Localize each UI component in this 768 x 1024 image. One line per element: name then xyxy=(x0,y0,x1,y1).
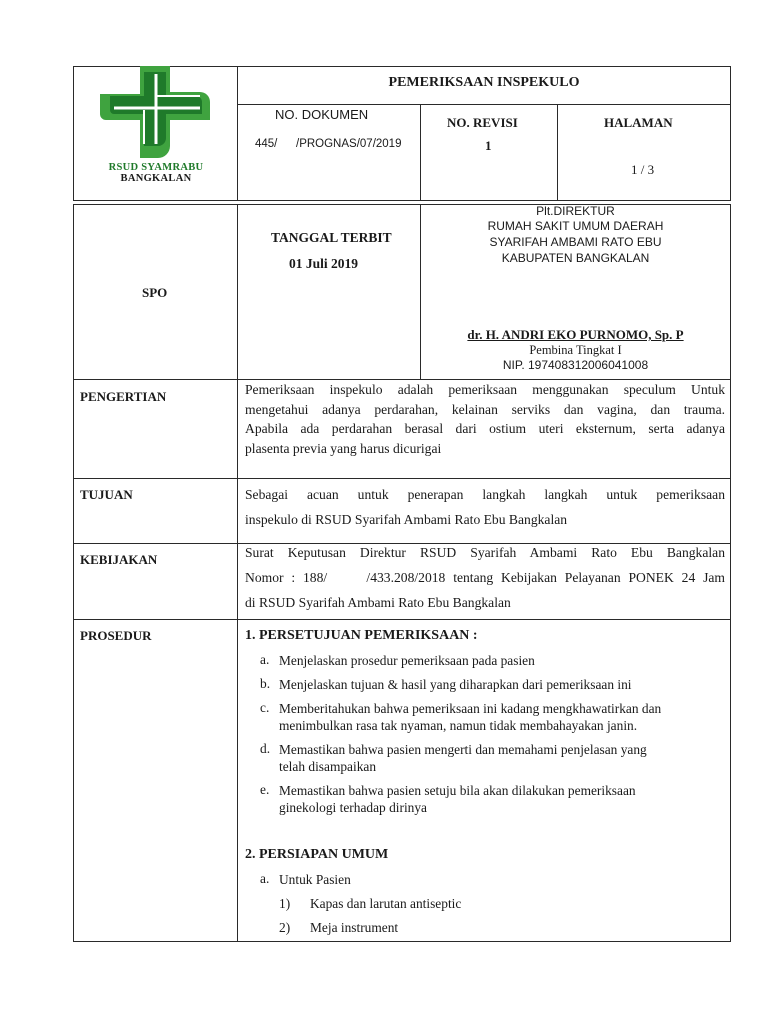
kebijakan-line1: Surat Keputusan Direktur RSUD Syarifah Ambami Rato Ebu Bangkalan xyxy=(245,545,725,560)
section1-item-text: Menjelaskan tujuan & hasil yang diharapkan dari pemeriksaan ini xyxy=(279,677,632,692)
section1-item-text-cont: telah disampaikan xyxy=(279,759,377,774)
header-divider-title xyxy=(237,104,731,105)
body-border-bottom xyxy=(73,941,731,942)
section2-item-text: Kapas dan larutan antiseptic xyxy=(310,896,462,911)
director-title-line1: Plt.DIREKTUR xyxy=(536,204,615,218)
director-title-line2: RUMAH SAKIT UMUM DAERAH xyxy=(487,219,664,233)
section2-title: 2. PERSIAPAN UMUM xyxy=(245,847,389,862)
tujuan-label: TUJUAN xyxy=(80,487,133,502)
director-title-line3: SYARIFAH AMBAMI RATO EBU xyxy=(489,235,662,249)
body-column-divider xyxy=(237,204,238,942)
header-divider-page xyxy=(557,104,558,201)
tujuan-line2: inspekulo di RSUD Syarifah Ambami Rato Ebu Bangkalan xyxy=(245,512,568,527)
section1-item-text: Memberitahukan bahwa pemeriksaan ini kadang mengkhawatirkan dan xyxy=(279,701,662,716)
revision-label: NO. REVISI xyxy=(447,115,518,130)
director-nip: NIP. 197408312006041008 xyxy=(502,358,649,372)
row-divider-pengertian xyxy=(73,478,731,479)
director-rank: Pembina Tingkat I xyxy=(529,343,622,357)
pengertian-line4: plasenta previa yang harus dicurigai xyxy=(245,441,442,456)
row-divider-tujuan xyxy=(73,543,731,544)
section1-title: 1. PERSETUJUAN PEMERIKSAAN : xyxy=(245,628,478,643)
director-title-line4: KABUPATEN BANGKALAN xyxy=(501,251,650,265)
pengertian-line3: Apabila ada perdarahan berasal dari ostium uteri eksternum, serta adanya xyxy=(245,421,725,436)
pengertian-line1: Pemeriksaan inspekulo adalah pemeriksaan menggunakan speculum Untuk xyxy=(245,382,725,397)
body-border-left xyxy=(73,204,74,942)
section2-item-marker: 1) xyxy=(279,896,291,911)
kebijakan-line3: di RSUD Syarifah Ambami Rato Ebu Bangkalan xyxy=(245,595,511,610)
section1-item-marker: e. xyxy=(260,782,270,797)
tujuan-line1: Sebagai acuan untuk penerapan langkah langkah untuk pemeriksaan xyxy=(245,487,725,502)
section1-item-text-cont: ginekologi terhadap dirinya xyxy=(279,800,427,815)
header-border-right xyxy=(730,66,731,201)
logo-text-line2: BANGKALAN xyxy=(120,173,192,184)
section1-item-marker: b. xyxy=(260,676,271,691)
page-value: 1 / 3 xyxy=(631,162,655,177)
section1-item-text: Menjelaskan prosedur pemeriksaan pada pasien xyxy=(279,653,535,668)
pengertian-label: PENGERTIAN xyxy=(80,389,167,404)
issue-date-value: 01 Juli 2019 xyxy=(289,256,359,271)
section1-item-marker: a. xyxy=(260,652,270,667)
header-border-bottom xyxy=(73,200,731,201)
section1-item-text-cont: menimbulkan rasa tak nyaman, namun tidak membahayakan janin. xyxy=(279,718,638,733)
prosedur-label: PROSEDUR xyxy=(80,628,152,643)
row-divider-kebijakan xyxy=(73,619,731,620)
pengertian-line2: mengetahui adanya perdarahan, kelainan serviks dan vagina, dan trauma. xyxy=(245,402,725,417)
hospital-cross-logo-icon xyxy=(100,64,212,160)
kebijakan-line2: Nomor : 188/ /433.208/2018 tentang Kebijakan Pelayanan PONEK 24 Jam xyxy=(245,570,725,585)
issue-date-label: TANGGAL TERBIT xyxy=(271,230,392,245)
section1-item-marker: c. xyxy=(260,700,270,715)
row-divider-spo xyxy=(73,379,731,380)
section2-sub-marker: a. xyxy=(260,871,270,886)
hospital-logo xyxy=(100,64,212,160)
section1-item-text: Memastikan bahwa pasien setuju bila akan dilakukan pemeriksaan xyxy=(279,783,636,798)
document-title: PEMERIKSAAN INSPEKULO xyxy=(388,75,580,90)
body-border-right xyxy=(730,204,731,942)
director-name: dr. H. ANDRI EKO PURNOMO, Sp. P xyxy=(467,327,684,342)
header-border-left xyxy=(73,66,74,201)
page-label: HALAMAN xyxy=(604,115,673,130)
section2-item-text: Meja instrument xyxy=(310,920,399,935)
doc-number-label: NO. DOKUMEN xyxy=(275,107,369,122)
section2-item-marker: 2) xyxy=(279,920,291,935)
logo-text-line1: RSUD SYAMRABU xyxy=(108,162,204,173)
kebijakan-label: KEBIJAKAN xyxy=(80,552,158,567)
spo-label: SPO xyxy=(142,285,168,300)
section1-item-marker: d. xyxy=(260,741,271,756)
doc-number-value-a: 445/ xyxy=(255,138,278,150)
doc-number-value-b: /PROGNAS/07/2019 xyxy=(296,138,402,150)
section1-item-text: Memastikan bahwa pasien mengerti dan memahami penjelasan yang xyxy=(279,742,647,757)
revision-value: 1 xyxy=(485,138,492,153)
section2-sub-label: Untuk Pasien xyxy=(279,872,351,887)
header-divider-revision xyxy=(420,104,421,201)
